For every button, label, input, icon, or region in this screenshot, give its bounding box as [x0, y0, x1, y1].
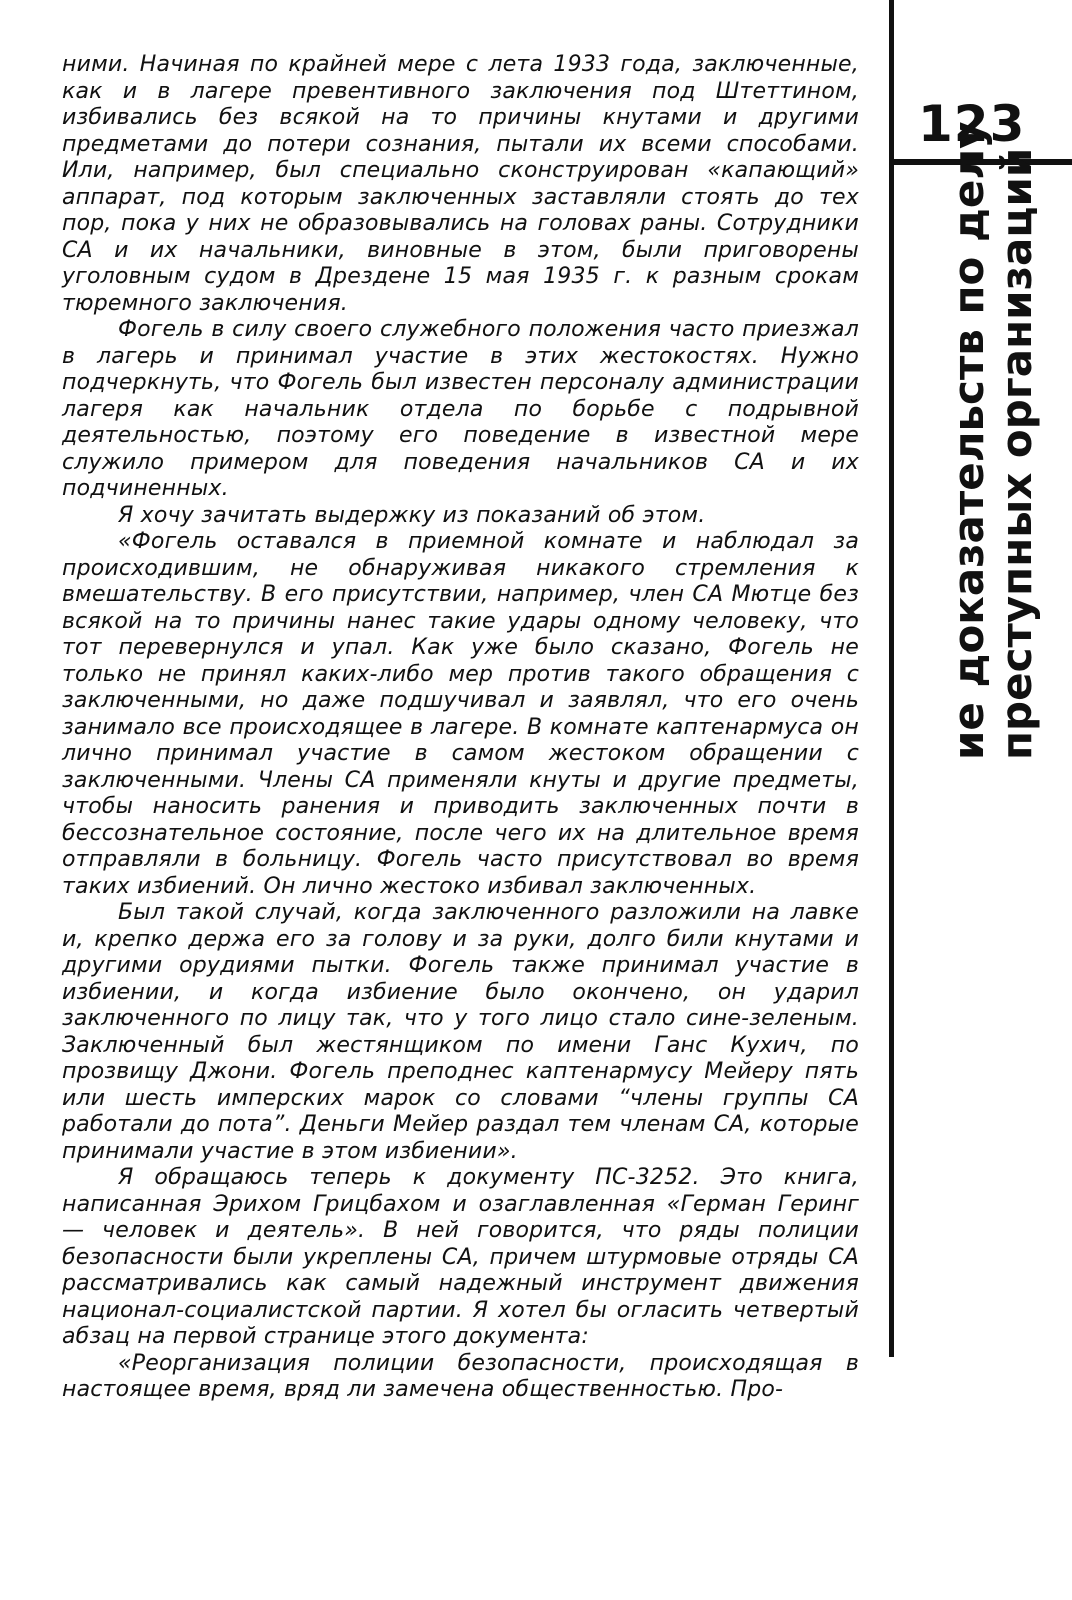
paragraph-1: ними. Начиная по крайней мере с лета 1933 года, заключенные, как и в лагере превентивного заключения под Штеттином, избивались без всякой на то причины кнутами и другими предметами до потери сознания, пытали их всеми способами. Или, например, был специально сконструирован «капающий» аппарат, под которым заключенных заставляли стоять до тех пор, пока у них не образовывались на головах раны. Сотрудники СА и их начальники, виновные в этом, были приговорены уголовным судом в Дрездене 15 мая 1935 г. к разным срокам тюремного заключения. — [62, 52, 859, 316]
paragraph-3: Я хочу зачитать выдержку из показаний об этом. — [118, 502, 706, 528]
paragraph-5-quote: Был такой случай, когда заключенного разложили на лавке и, крепко держа его за голову и за руки, долго били кнутами и другими орудиями пытки. Фогель также принимал участие в избиении, и когда избиение было окончено, он ударил заключенного по лицу так, что у того лицо стало сине-зеленым. Заключенный был жестянщиком по имени Ганс Кухич, по прозвищу Джони. Фогель преподнес каптенармусу Мейеру пять или шесть имперских марок со словами “члены группы СА работали до пота”. Деньги Мейер раздал тем членам СА, которые принимали участие в этом избиении». — [62, 900, 859, 1164]
running-title-line-1: ие доказательств по делу — [944, 121, 993, 760]
body-text — [62, 52, 859, 1404]
paragraph-7-quote: «Реорганизация полиции безопасности, происходящая в настоящее время, вряд ли замечена общественностью. Про- — [62, 1350, 859, 1402]
running-title — [944, 121, 1055, 760]
running-title-line-2: преступных организаций — [992, 147, 1041, 760]
margin-vertical-rule — [889, 0, 894, 1357]
paragraph-2: Фогель в силу своего служебного положения часто приезжал в лагерь и принимал участие в этих жестокостях. Нужно подчеркнуть, что Фогель был известен персоналу администрации лагеря как начальник отдела по борьбе с подрывной деятельностью, поэтому его поведение в известной мере служило примером для поведения начальников СА и их подчиненных. — [62, 317, 859, 501]
paragraph-4-quote: «Фогель оставался в приемной комнате и наблюдал за происходившим, не обнаруживая никакого стремления к вмешательству. В его присутствии, например, член СА Мютце без всякой на то причины нанес такие удары одному человеку, что тот перевернулся и упал. Как уже было сказано, Фогель не только не принял каких-либо мер против такого обращения с заключенными, но даже подшучивал и заявлял, что его очень занимало все происходящее в лагере. В комнате каптенармуса он лично принимал участие в самом жестоком обращении с заключенными. Члены СА применяли кнуты и другие предметы, чтобы наносить ранения и приводить заключенных почти в бессознательное состояние, после чего их на длительное время отправляли в больницу. Фогель часто присутствовал во время таких избиений. Он лично жестоко избивал заключенных. — [62, 529, 859, 899]
page-number: 123 — [918, 95, 1026, 153]
paragraph-6: Я обращаюсь теперь к документу ПС-3252. Это книга, написанная Эрихом Грицбахом и озаглавленная «Герман Геринг — человек и деятель». В ней говорится, что ряды полиции безопасности были укреплены СА, причем штурмовые отряды СА рассматривались как самый надежный инструмент движения национал-социалистской партии. Я хотел бы огласить четвертый абзац на первой странице этого документа: — [62, 1165, 859, 1349]
